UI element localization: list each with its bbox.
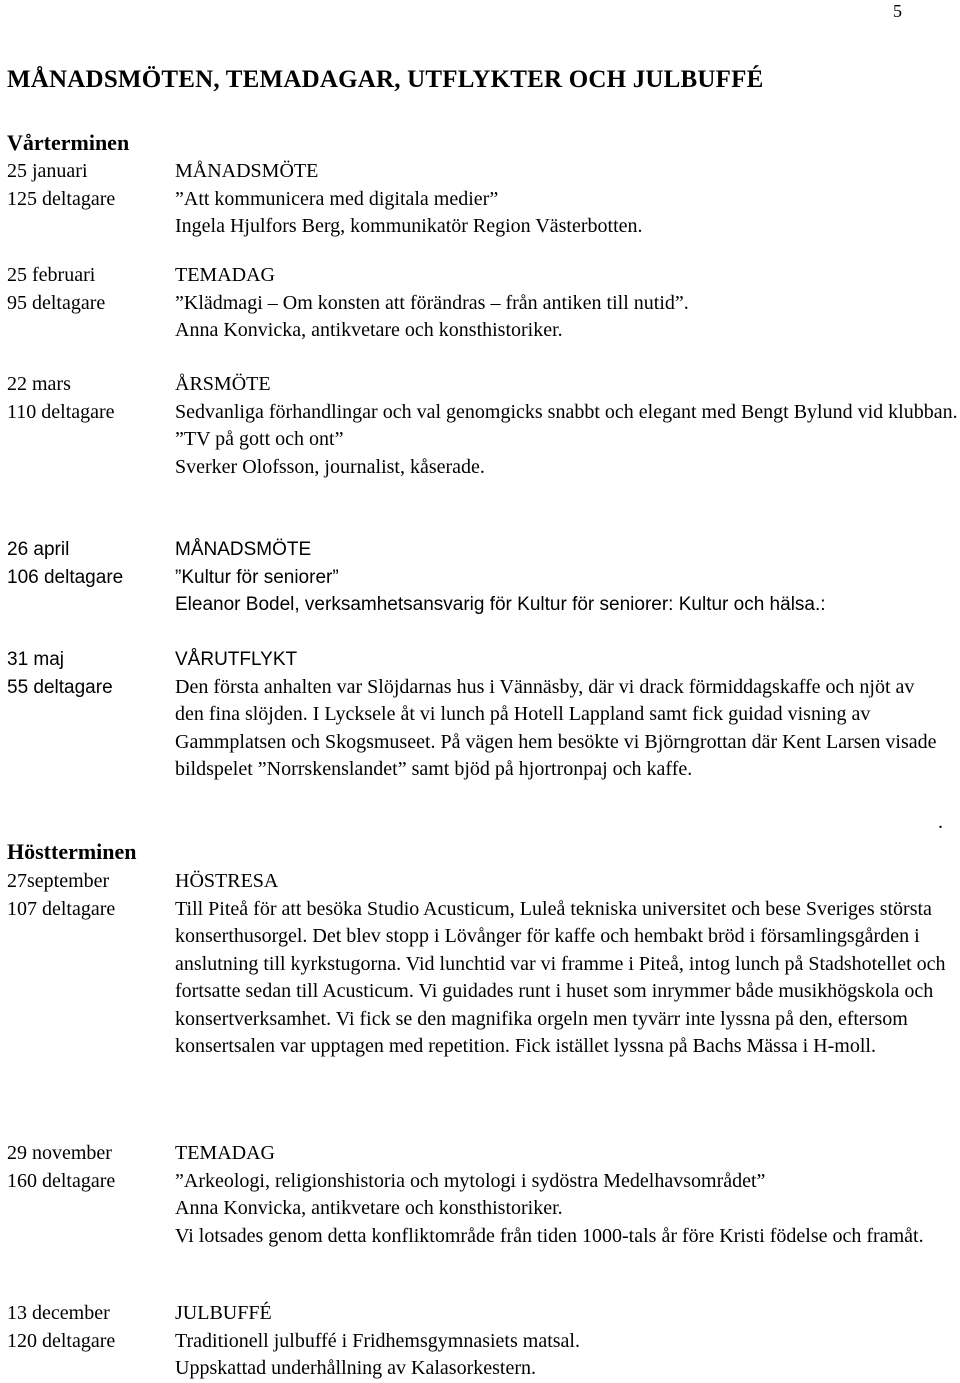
event-entry-25-februari	[7, 262, 958, 345]
event-content	[175, 371, 958, 481]
event-meta	[7, 646, 172, 701]
event-entry-25-januari	[7, 158, 958, 241]
event-type: HÖSTRESA	[175, 870, 279, 892]
event-subtitle: ”Kultur för seniorer”	[175, 566, 339, 588]
event-participants: 160 deltagare	[7, 1169, 116, 1192]
event-participants: 95 deltagare	[7, 291, 106, 314]
event-type: VÅRUTFLYKT	[175, 649, 298, 670]
event-entry-31-maj	[7, 646, 958, 784]
event-participants: 110 deltagare	[7, 400, 115, 423]
event-entry-26-april	[7, 536, 958, 619]
event-description: Den första anhalten var Slöjdarnas hus i Vännäsby, där vi drack förmiddagskaffe och njöt av den fina slöjden. I Lycksele åt vi lunch på Hotell Lappland samt fick guidad visning av Gammplatsen och Skogsmuseet. På vägen hem besökte vi Björngrottan där Kent Larsen visade bildspelet ”Norrskenslandet” samt bjöd på hjortronpaj och kaffe.	[175, 675, 937, 780]
event-type: TEMADAG	[175, 264, 275, 286]
event-type: MÅNADSMÖTE	[175, 539, 312, 560]
event-subtitle: ”Arkeologi, religionshistoria och mytologi i sydöstra Medelhavsområdet”	[175, 1169, 766, 1192]
event-participants: 106 deltagare	[7, 566, 124, 588]
event-content	[175, 158, 958, 241]
event-date: 25 februari	[7, 264, 96, 286]
event-speaker: Sverker Olofsson, journalist, kåserade.	[175, 455, 485, 478]
event-subtitle: ”Att kommunicera med digitala medier”	[175, 187, 499, 210]
event-type: JULBUFFÉ	[175, 1302, 272, 1324]
event-content	[175, 536, 958, 619]
event-description: Till Piteå för att besöka Studio Acusticum, Luleå tekniska universitet och bese Sveriges största konserthusorgel. Det blev stopp i Lövånger för kaffe och hembakt bröd i församlingsgården i anslutning till kyrkstugorna. Vid lunchtid var vi framme i Piteå, intog lunch på Stadshotellet och fortsatte sedan till Acusticum. Vi guidades runt i huset som inrymmer både musikhögskola och konsertverksamhet. Vi fick se den magnifika orgeln men tyvärr inte lyssna på den, eftersom konsertsalen var upptagen med repetition. Fick istället lyssna på Bachs Mässa i H-moll.	[175, 897, 946, 1057]
event-subtitle: ”TV på gott och ont”	[175, 428, 344, 450]
event-meta	[7, 1140, 172, 1195]
event-content	[175, 262, 958, 345]
event-meta	[7, 868, 172, 923]
event-participants: 120 deltagare	[7, 1329, 116, 1352]
event-meta	[7, 158, 172, 213]
event-date: 25 januari	[7, 160, 88, 182]
event-speaker: Anna Konvicka, antikvetare och konsthistoriker.	[175, 1197, 563, 1219]
event-description: Traditionell julbuffé i Fridhemsgymnasiets matsal.	[175, 1329, 580, 1352]
trailing-period: .	[938, 811, 943, 833]
event-meta	[7, 1300, 172, 1355]
event-meta	[7, 371, 172, 426]
event-participants: 107 deltagare	[7, 897, 116, 920]
event-subtitle: ”Klädmagi – Om konsten att förändras – från antiken till nutid”.	[175, 291, 689, 314]
event-type: ÅRSMÖTE	[175, 373, 271, 395]
event-speaker: Eleanor Bodel, verksamhetsansvarig för Kultur för seniorer: Kultur och hälsa.:	[175, 594, 826, 615]
event-content	[175, 868, 958, 1061]
event-entry-22-mars	[7, 371, 958, 481]
event-content	[175, 1140, 958, 1250]
event-date: 27september	[7, 870, 110, 892]
event-content	[175, 646, 958, 784]
event-date: 22 mars	[7, 373, 71, 395]
event-content	[175, 1300, 958, 1383]
event-speaker: Anna Konvicka, antikvetare och konsthistoriker.	[175, 319, 563, 341]
spring-term-heading: Vårterminen	[7, 130, 130, 155]
event-type: MÅNADSMÖTE	[175, 160, 319, 182]
event-speaker: Ingela Hjulfors Berg, kommunikatör Region Västerbotten.	[175, 215, 643, 237]
event-description: Uppskattad underhållning av Kalasorkestern.	[175, 1357, 537, 1379]
page-title: MÅNADSMÖTEN, TEMADAGAR, UTFLYKTER OCH JULBUFFÉ	[7, 66, 764, 93]
event-date: 29 november	[7, 1142, 112, 1164]
event-date: 31 maj	[7, 649, 65, 670]
event-date: 26 april	[7, 539, 70, 560]
event-date: 13 december	[7, 1302, 110, 1324]
event-entry-27-september	[7, 868, 958, 1061]
autumn-term-heading: Höstterminen	[7, 839, 137, 864]
event-entry-29-november	[7, 1140, 958, 1250]
event-description: Vi lotsades genom detta konfliktområde från tiden 1000-tals år före Kristi födelse och framåt.	[175, 1224, 924, 1247]
event-type: TEMADAG	[175, 1142, 275, 1164]
page-number: 5	[893, 1, 902, 21]
event-meta	[7, 262, 172, 317]
event-participants: 55 deltagare	[7, 676, 113, 698]
event-entry-13-december	[7, 1300, 958, 1383]
event-meta	[7, 536, 172, 591]
event-description: Sedvanliga förhandlingar och val genomgicks snabbt och elegant med Bengt Bylund vid klubban.	[175, 400, 958, 423]
event-participants: 125 deltagare	[7, 187, 116, 210]
